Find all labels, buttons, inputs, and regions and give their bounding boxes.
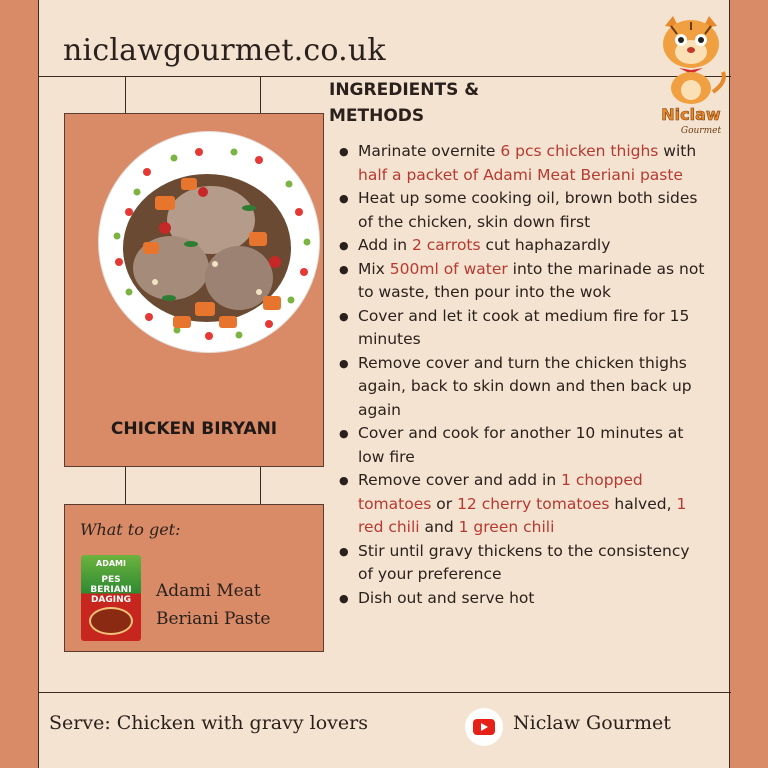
method-step	[339, 587, 709, 611]
method-step	[339, 540, 709, 587]
method-list	[339, 140, 709, 610]
packet-dish-image	[89, 607, 133, 635]
method-step	[339, 422, 709, 469]
step-text: Dish out and serve hot	[358, 588, 535, 607]
method-step	[339, 258, 709, 305]
logo-brand-text: Niclaw	[661, 105, 721, 124]
ingredient-highlight: 12 cherry tomatoes	[457, 494, 610, 513]
dish-box	[64, 113, 324, 467]
ingredient-highlight: half a packet of Adami Meat Beriani paste	[358, 165, 683, 184]
product-name: Adami Meat Beriani Paste	[156, 581, 271, 629]
step-text: Add in	[358, 236, 412, 254]
method-step	[339, 234, 709, 258]
step-text: Stir until gravy thickens to the consistency of your preference	[358, 541, 690, 583]
channel-name[interactable]: Niclaw Gourmet	[513, 712, 671, 734]
method-step	[339, 187, 709, 234]
connector-line	[260, 76, 261, 113]
dish-title: CHICKEN BIRYANI	[110, 419, 278, 439]
method-step	[339, 140, 709, 187]
step-text: Remove cover and turn the chicken thighs again, back to skin down and then back up again	[358, 353, 692, 419]
method-step	[339, 469, 709, 540]
step-text: halved,	[609, 494, 677, 513]
step-text: cut haphazardly	[480, 236, 611, 254]
ingredient-highlight: 1 green chili	[458, 518, 555, 536]
footer-divider	[39, 692, 731, 693]
step-text: and	[419, 518, 459, 536]
connector-line	[125, 467, 126, 504]
step-text: or	[431, 494, 458, 513]
method-step	[339, 352, 709, 423]
packet-brand: ADAMI	[96, 559, 126, 568]
connector-line	[260, 467, 261, 504]
logo-sub-text: Gourmet	[680, 126, 722, 136]
ingredient-highlight: 500ml of water	[389, 259, 508, 278]
step-text: Cover and let it cook at medium fire for 15 minutes	[358, 306, 690, 348]
what-to-get-label: What to get:	[80, 520, 181, 539]
step-text: Cover and cook for another 10 minutes at low fire	[358, 424, 684, 466]
step-text: with	[658, 142, 697, 160]
ingredient-highlight: 6 pcs chicken thighs	[500, 142, 659, 160]
packet-label: PES BERIANI DAGING	[90, 575, 132, 605]
step-text: Heat up some cooking oil, brown both sides of the chicken, skin down first	[358, 189, 698, 231]
step-text: into the marinade as not to waste, then pour into the wok	[358, 259, 705, 301]
ingredient-highlight: 1 red chili	[358, 494, 687, 536]
methods-heading: INGREDIENTS & METHODS	[329, 80, 480, 126]
recipe-card	[38, 0, 730, 768]
chicken-dish-photo	[98, 131, 320, 353]
step-text: Remove cover and add in	[358, 471, 562, 489]
youtube-icon[interactable]	[465, 708, 503, 746]
tiger-mascot-logo	[643, 12, 739, 138]
site-title[interactable]: niclawgourmet.co.uk	[63, 33, 386, 68]
connector-line	[125, 76, 126, 113]
spice-packet-image	[81, 555, 141, 641]
ingredient-highlight: 2 carrots	[412, 236, 481, 254]
ingredient-highlight: 1 chopped tomatoes	[358, 471, 643, 513]
step-text: Mix	[358, 259, 390, 278]
what-to-get-box	[64, 504, 324, 652]
step-text: Marinate overnite	[358, 142, 501, 160]
method-step	[339, 305, 709, 352]
serve-text: Serve: Chicken with gravy lovers	[49, 712, 368, 734]
